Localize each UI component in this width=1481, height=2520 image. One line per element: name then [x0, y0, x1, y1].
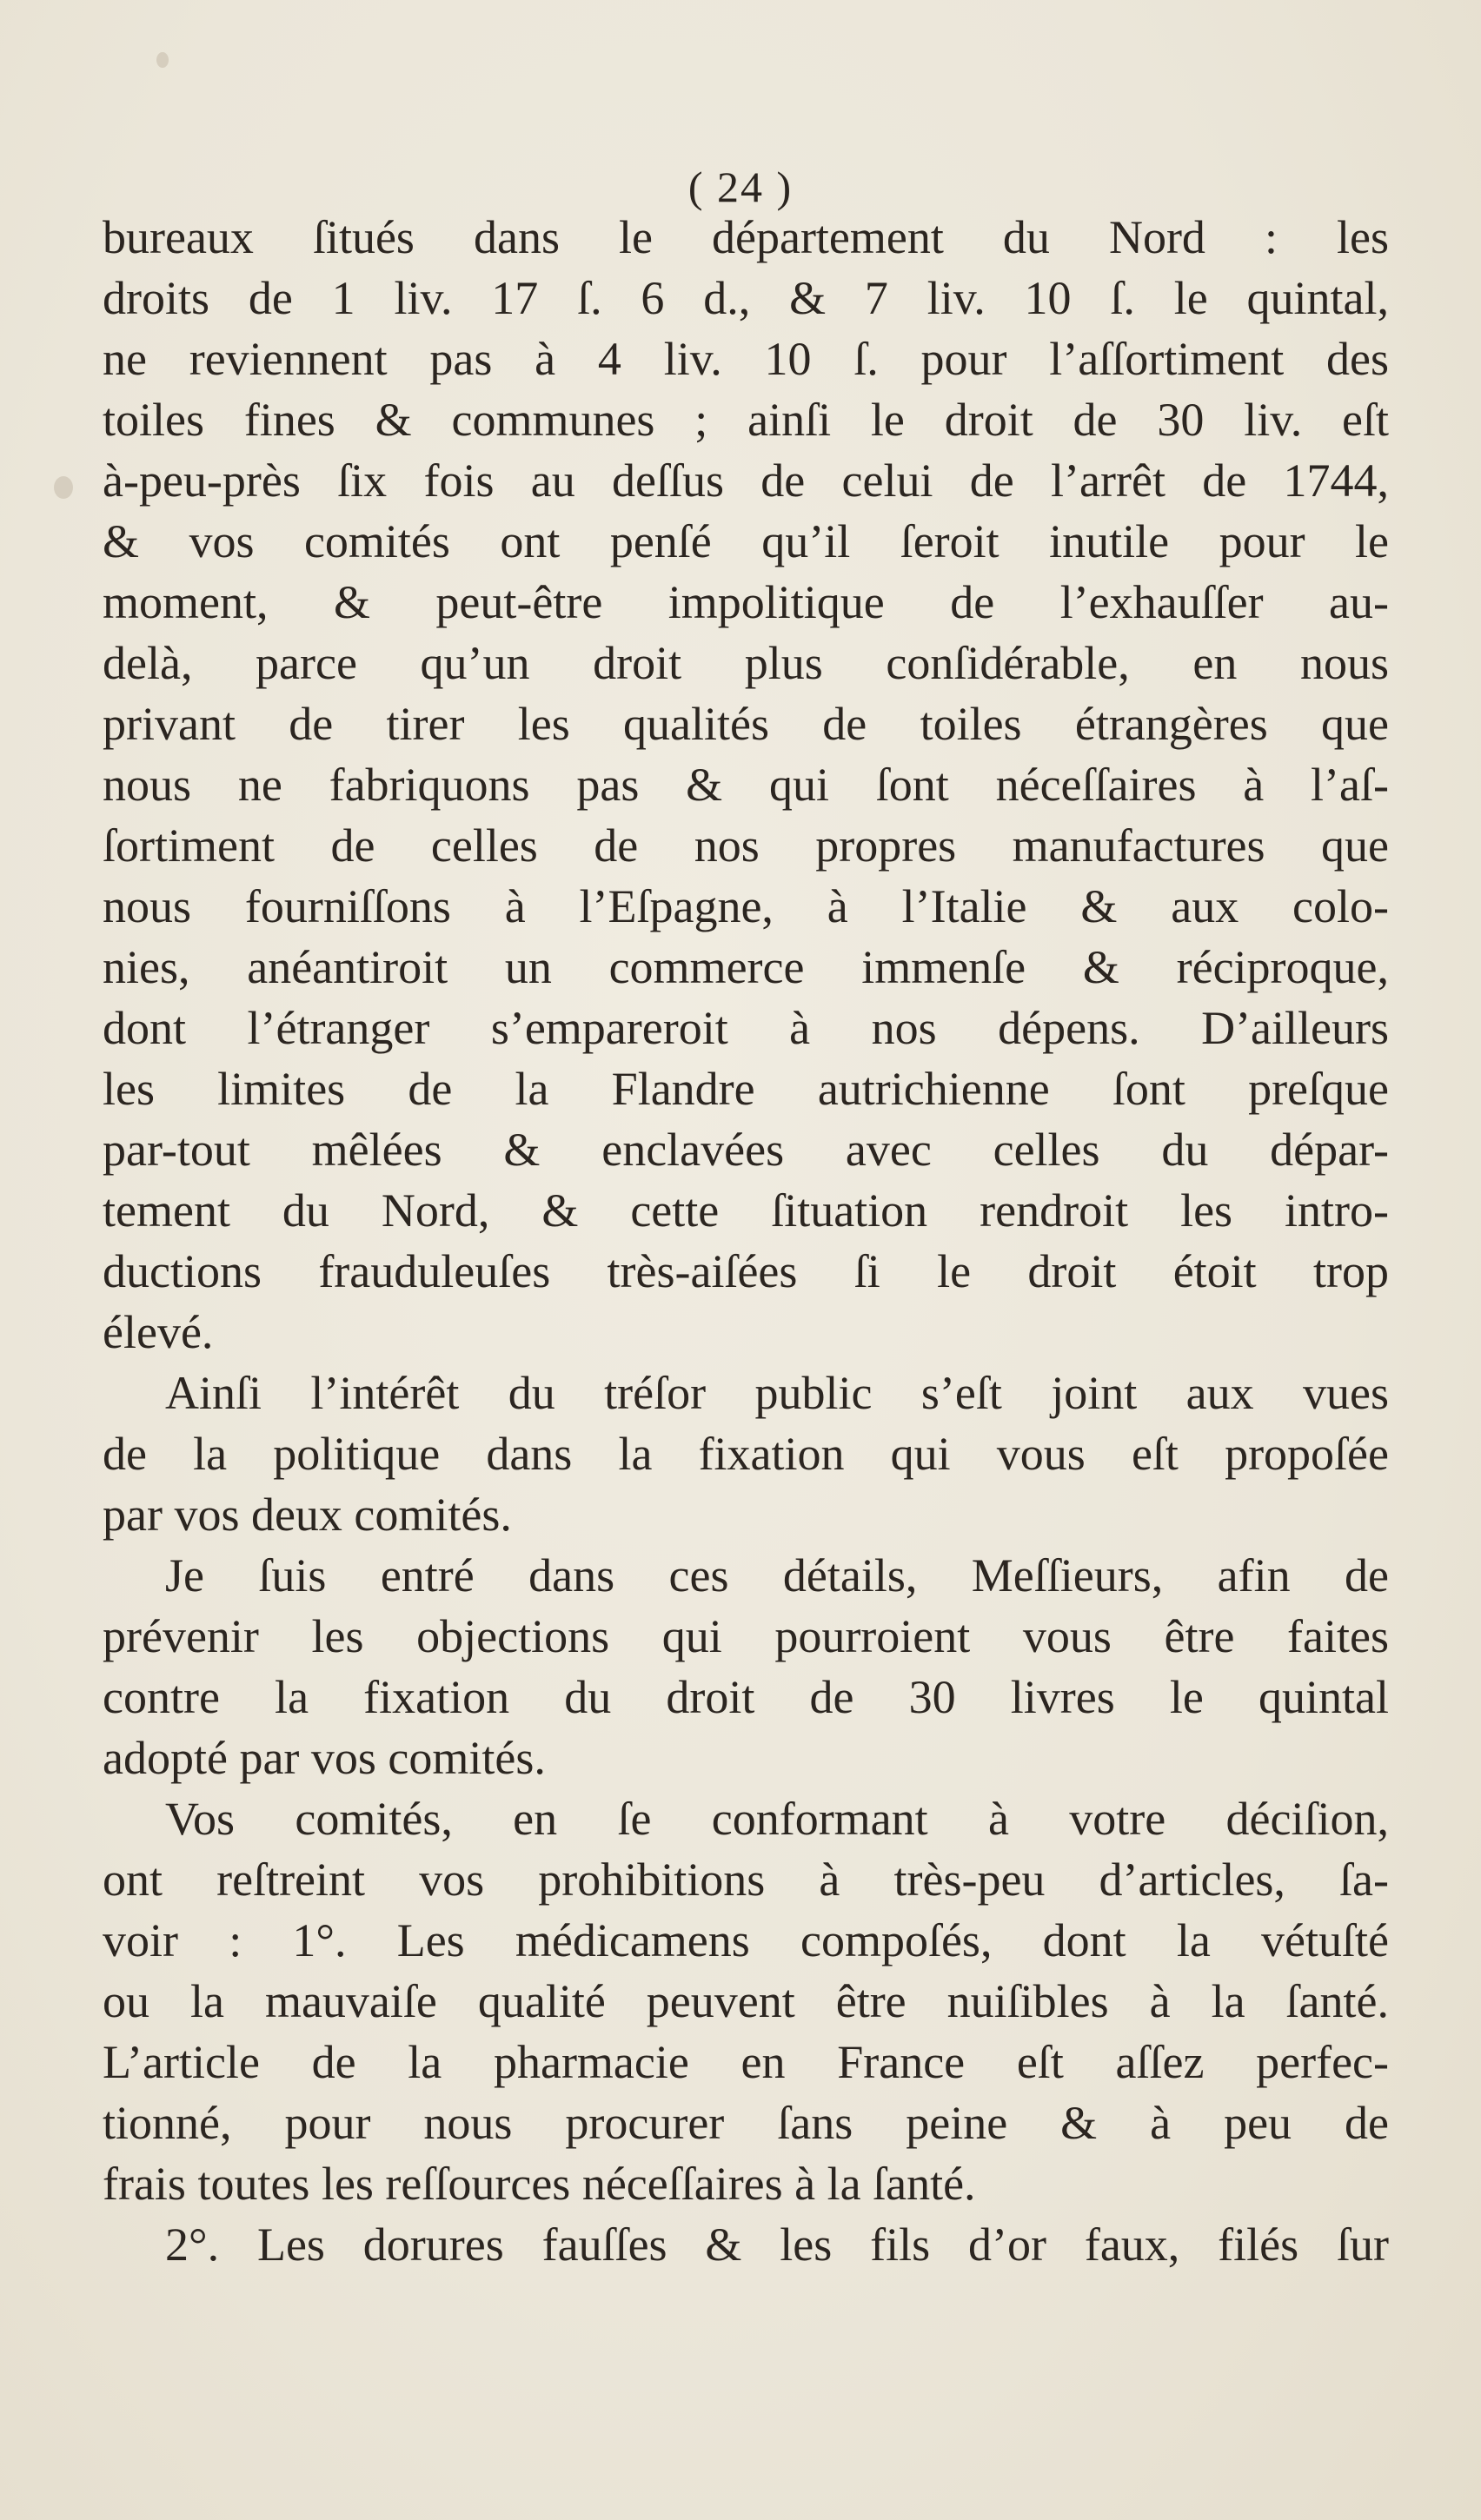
text-line: par vos deux comités.: [103, 1489, 512, 1541]
text-line: & vos comités ont penſé qu’il ſeroit inutile pour le: [103, 515, 1389, 567]
text-line: adopté par vos comités.: [103, 1732, 546, 1784]
text-line: à-peu-près ſix fois au deſſus de celui de l’arrêt de 1744,: [103, 454, 1389, 507]
text-line: élevé.: [103, 1306, 214, 1358]
text-line: droits de 1 liv. 17 ſ. 6 d., & 7 liv. 10 ſ. le quintal,: [103, 272, 1389, 324]
text-line: prévenir les objections qui pourroient vous être faites: [103, 1610, 1389, 1662]
text-line: ſortiment de celles de nos propres manufactures que: [103, 819, 1389, 872]
text-line: ductions frauduleuſes très-aiſées ſi le droit étoit trop: [103, 1245, 1389, 1297]
text-line: dont l’étranger s’empareroit à nos dépens. D’ailleurs: [103, 1002, 1389, 1054]
text-line: ou la mauvaiſe qualité peuvent être nuiſibles à la ſanté.: [103, 1975, 1389, 2027]
page-number: ( 24 ): [687, 162, 794, 211]
text-line: ne reviennent pas à 4 liv. 10 ſ. pour l’aſſortiment des: [103, 333, 1389, 385]
text-line: Ainſi l’intérêt du tréſor public s’eſt joint aux vues: [165, 1367, 1389, 1419]
text-line: de la politique dans la fixation qui vous eſt propoſée: [103, 1428, 1389, 1480]
ink-spot: [54, 476, 73, 499]
text-line: nous ne fabriquons pas & qui ſont néceſſaires à l’aſ-: [103, 759, 1389, 811]
text-line: Je ſuis entré dans ces détails, Meſſieurs, afin de: [165, 1549, 1389, 1602]
ink-spot: [156, 52, 169, 68]
text-line: moment, & peut-être impolitique de l’exhauſſer au-: [103, 576, 1389, 628]
text-line: nies, anéantiroit un commerce immenſe & réciproque,: [103, 941, 1389, 993]
text-line: contre la fixation du droit de 30 livres le quintal: [103, 1671, 1389, 1723]
text-line: Vos comités, en ſe conformant à votre déciſion,: [165, 1793, 1389, 1845]
text-line: bureaux ſitués dans le département du Nord : les: [103, 211, 1389, 263]
text-line: tement du Nord, & cette ſituation rendroit les intro-: [103, 1184, 1389, 1237]
text-line: privant de tirer les qualités de toiles étrangères que: [103, 698, 1389, 750]
text-line: voir : 1°. Les médicamens compoſés, dont la vétuſté: [103, 1914, 1389, 1966]
text-line: toiles fines & communes ; ainſi le droit de 30 liv. eſt: [103, 394, 1389, 446]
text-line: frais toutes les reſſources néceſſaires à la ſanté.: [103, 2158, 976, 2210]
text-line: nous fourniſſons à l’Eſpagne, à l’Italie & aux colo-: [103, 880, 1389, 932]
text-line: par-tout mêlées & enclavées avec celles du dépar-: [103, 1124, 1389, 1176]
text-line: 2°. Les dorures fauſſes & les fils d’or faux, filés ſur: [165, 2218, 1389, 2271]
body-text: [103, 207, 1389, 2275]
text-line: tionné, pour nous procurer ſans peine & à peu de: [103, 2097, 1389, 2149]
text-line: L’article de la pharmacie en France eſt aſſez perfec-: [103, 2036, 1389, 2088]
text-line: ont reſtreint vos prohibitions à très-peu d’articles, ſa-: [103, 1854, 1389, 1906]
text-line: delà, parce qu’un droit plus conſidérable, en nous: [103, 637, 1389, 689]
text-line: les limites de la Flandre autrichienne ſont preſque: [103, 1063, 1389, 1115]
